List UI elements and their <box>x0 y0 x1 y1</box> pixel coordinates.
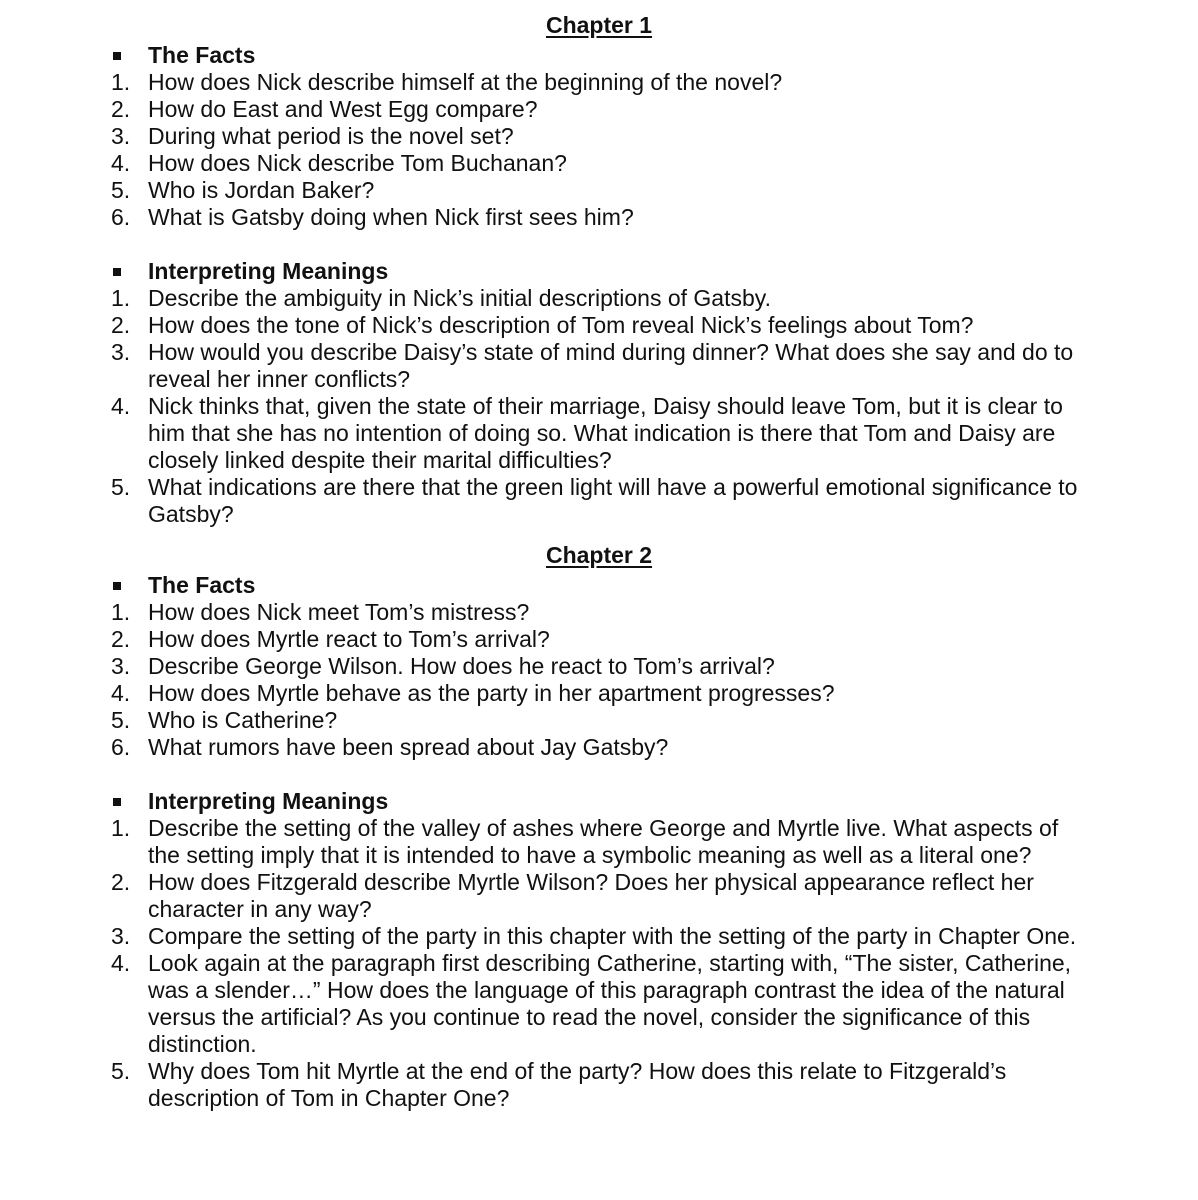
question-text: How does Myrtle behave as the party in her apartment progresses? <box>148 680 835 706</box>
question-text: How does Nick describe himself at the beginning of the novel? <box>148 69 783 95</box>
question-item: 3. Describe George Wilson. How does he react to Tom’s arrival? <box>111 653 775 679</box>
question-item: 4. How does Myrtle behave as the party in her apartment progresses? <box>111 680 835 706</box>
chapter-1-interpreting-section <box>0 258 1198 528</box>
question-item: 1. How does Nick meet Tom’s mistress? <box>111 599 530 625</box>
question-text: Who is Catherine? <box>148 707 338 733</box>
square-bullet-icon <box>113 52 121 60</box>
section-heading <box>0 788 1198 815</box>
question-item: 3. During what period is the novel set? <box>111 123 514 149</box>
section-heading-label: The Facts <box>148 42 256 68</box>
question-text: Who is Jordan Baker? <box>148 177 375 203</box>
section-heading <box>0 258 1198 285</box>
question-item: 5. Who is Jordan Baker? <box>111 177 375 203</box>
section-heading <box>0 42 1198 69</box>
question-text: What indications are there that the green light will have a powerful emotional significance to Gatsby? <box>148 474 1078 527</box>
question-item: 1. How does Nick describe himself at the beginning of the novel? <box>111 69 783 95</box>
question-item: 1. Describe the setting of the valley of ashes where George and Myrtle live. What aspects of the setting imply that it is intended to have a symbolic meaning as well as a literal one? <box>111 815 1059 868</box>
question-item: 4. How does Nick describe Tom Buchanan? <box>111 150 567 176</box>
square-bullet-icon <box>113 582 121 590</box>
chapter-2-facts-section <box>0 572 1198 761</box>
section-heading-label: Interpreting Meanings <box>148 788 389 814</box>
question-list <box>0 815 1198 1112</box>
question-item: 3. How would you describe Daisy’s state of mind during dinner? What does she say and do to reveal her inner conflicts? <box>111 339 1074 392</box>
question-item: 1. Describe the ambiguity in Nick’s initial descriptions of Gatsby. <box>111 285 771 311</box>
chapter-1-title: Chapter 1 <box>545 12 653 38</box>
section-heading <box>0 572 1198 599</box>
question-text: How does Fitzgerald describe Myrtle Wilson? Does her physical appearance reflect her character in any way? <box>148 869 1034 922</box>
question-text: During what period is the novel set? <box>148 123 514 149</box>
question-text: Compare the setting of the party in this chapter with the setting of the party in Chapter One. <box>148 923 1077 949</box>
question-text: Describe the setting of the valley of ashes where George and Myrtle live. What aspects of the setting imply that it is intended to have a symbolic meaning as well as a literal one? <box>148 815 1059 868</box>
question-text: What rumors have been spread about Jay Gatsby? <box>148 734 669 760</box>
question-item: 4. Nick thinks that, given the state of their marriage, Daisy should leave Tom, but it is clear to him that she has no intention of doing so. What indication is there that Tom and Daisy are closely linked despite their marital difficulties? <box>111 393 1063 473</box>
question-item: 2. How does Myrtle react to Tom’s arrival? <box>111 626 550 652</box>
question-text: How does Myrtle react to Tom’s arrival? <box>148 626 550 652</box>
question-list <box>0 69 1198 231</box>
question-list <box>0 599 1198 761</box>
question-item: 6. What is Gatsby doing when Nick first sees him? <box>111 204 634 230</box>
question-item: 5. Why does Tom hit Myrtle at the end of the party? How does this relate to Fitzgerald’s description of Tom in Chapter One? <box>111 1058 1007 1111</box>
square-bullet-icon <box>113 268 121 276</box>
question-text: What is Gatsby doing when Nick first sees him? <box>148 204 634 230</box>
question-text: How does Nick meet Tom’s mistress? <box>148 599 530 625</box>
question-text: How do East and West Egg compare? <box>148 96 538 122</box>
question-text: How does Nick describe Tom Buchanan? <box>148 150 567 176</box>
question-item: 5. Who is Catherine? <box>111 707 338 733</box>
chapter-2-title: Chapter 2 <box>545 542 653 568</box>
question-list <box>0 285 1198 528</box>
section-heading-label: Interpreting Meanings <box>148 258 389 284</box>
question-text: Nick thinks that, given the state of their marriage, Daisy should leave Tom, but it is clear to him that she has no intention of doing so. What indication is there that Tom and Daisy are closely linked despite their marital difficulties? <box>148 393 1063 473</box>
question-item: 5. What indications are there that the green light will have a powerful emotional significance to Gatsby? <box>111 474 1078 527</box>
question-item: 6. What rumors have been spread about Jay Gatsby? <box>111 734 669 760</box>
question-item: 3. Compare the setting of the party in this chapter with the setting of the party in Chapter One. <box>111 923 1077 949</box>
question-item: 2. How does Fitzgerald describe Myrtle Wilson? Does her physical appearance reflect her character in any way? <box>111 869 1034 922</box>
question-item: 2. How do East and West Egg compare? <box>111 96 538 122</box>
square-bullet-icon <box>113 798 121 806</box>
question-text: How would you describe Daisy’s state of mind during dinner? What does she say and do to reveal her inner conflicts? <box>148 339 1074 392</box>
chapter-1-facts-section <box>0 42 1198 231</box>
question-item: 2. How does the tone of Nick’s description of Tom reveal Nick’s feelings about Tom? <box>111 312 974 338</box>
question-text: Describe George Wilson. How does he react to Tom’s arrival? <box>148 653 775 679</box>
question-item: 4. Look again at the paragraph first describing Catherine, starting with, “The sister, Catherine, was a slender…” How does the language of this paragraph contrast the idea of the natural versus the artificial? As you continue to read the novel, consider the significance of this distinction. <box>111 950 1072 1057</box>
section-heading-label: The Facts <box>148 572 256 598</box>
question-text: Describe the ambiguity in Nick’s initial descriptions of Gatsby. <box>148 285 771 311</box>
question-text: How does the tone of Nick’s description of Tom reveal Nick’s feelings about Tom? <box>148 312 974 338</box>
chapter-2-interpreting-section <box>0 788 1198 1112</box>
question-text: Why does Tom hit Myrtle at the end of the party? How does this relate to Fitzgerald’s description of Tom in Chapter One? <box>148 1058 1007 1111</box>
question-text: Look again at the paragraph first describing Catherine, starting with, “The sister, Catherine, was a slender…” How does the language of this paragraph contrast the idea of the natural versus the artificial? As you continue to read the novel, consider the significance of this distinction. <box>148 950 1072 1057</box>
